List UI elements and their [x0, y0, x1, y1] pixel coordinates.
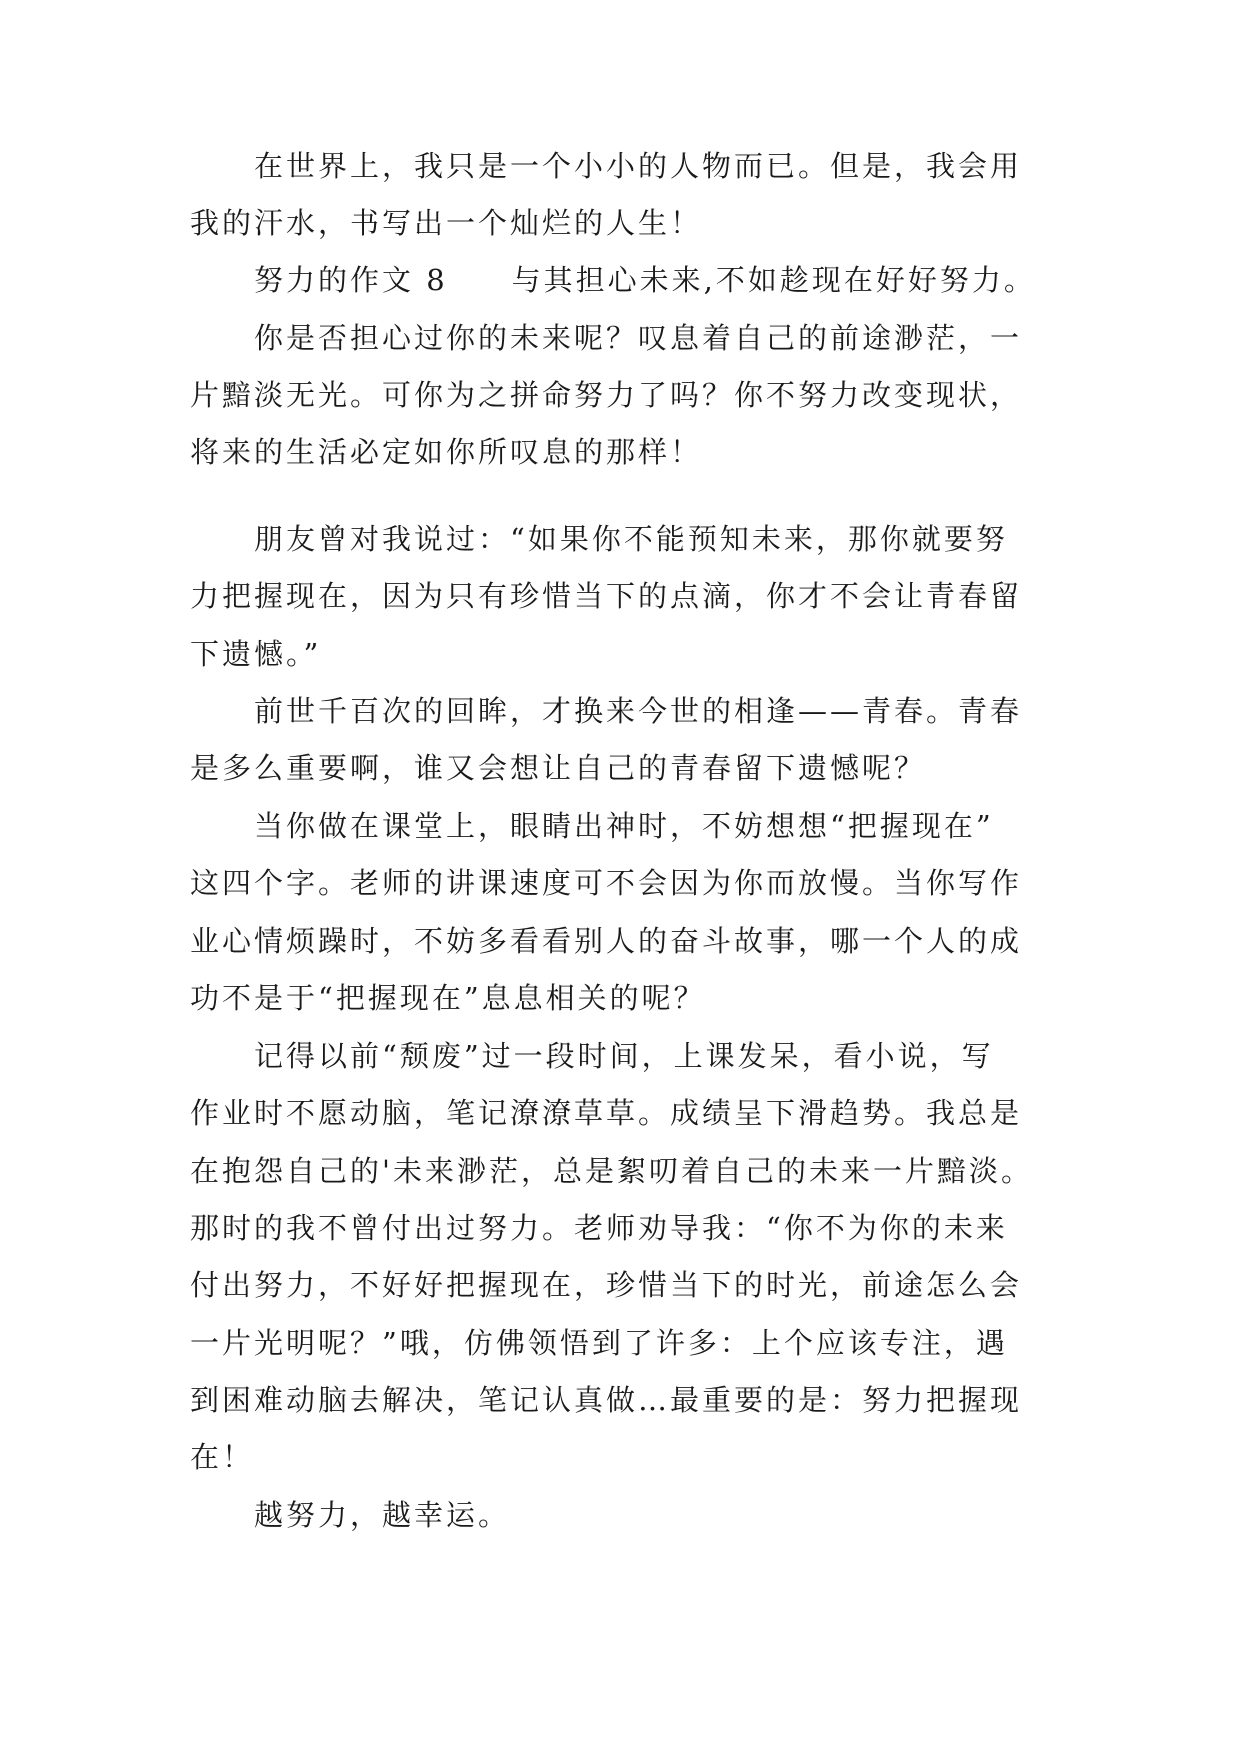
paragraph-line: 一片光明呢？”哦，仿佛领悟到了许多：上个应该专注，遇 — [190, 1326, 1008, 1360]
paragraph-line: 是多么重要啊，谁又会想让自己的青春留下遗憾呢？ — [190, 751, 927, 785]
essay-subtitle: 与其担心未来,不如趁现在好好努力。 — [511, 263, 1036, 297]
paragraph-line: 那时的我不曾付出过努力。老师劝导我：“你不为你的未来 — [190, 1211, 1008, 1245]
paragraph-line: 这四个字。老师的讲课速度可不会因为你而放慢。当你写作 — [190, 866, 1023, 900]
paragraph-line: 业心情烦躁时，不妨多看看别人的奋斗故事，哪一个人的成 — [190, 924, 1023, 958]
paragraph-line: 付出努力，不好好把握现在，珍惜当下的时光，前途怎么会 — [190, 1268, 1023, 1302]
paragraph-line: 在！ — [190, 1440, 255, 1474]
paragraph-line: 下遗憾。” — [190, 637, 322, 671]
paragraph-line: 在抱怨自己的'未来渺茫，总是絮叨着自己的未来一片黯淡。 — [190, 1154, 1033, 1188]
paragraph-line: 我的汗水，书写出一个灿烂的人生！ — [190, 206, 703, 240]
paragraph-line: 越努力，越幸运。 — [254, 1498, 511, 1532]
paragraph-line: 将来的生活必定如你所叹息的那样！ — [190, 435, 703, 469]
paragraph-line: 片黯淡无光。可你为之拼命努力了吗？你不努力改变现状， — [190, 378, 1023, 412]
paragraph-line: 功不是于“把握现在”息息相关的呢？ — [190, 981, 706, 1015]
paragraph-line: 到困难动脑去解决，笔记认真做…最重要的是：努力把握现 — [190, 1383, 1023, 1417]
paragraph-line: 当你做在课堂上，眼睛出神时，不妨想想“把握现在” — [254, 809, 994, 843]
paragraph-line: 作业时不愿动脑，笔记潦潦草草。成绩呈下滑趋势。我总是 — [190, 1096, 1023, 1130]
paragraph-line: 朋友曾对我说过：“如果你不能预知未来，那你就要努 — [254, 522, 1008, 556]
paragraph-line: 你是否担心过你的未来呢？叹息着自己的前途渺茫，一 — [254, 321, 1023, 355]
essay-heading: 努力的作文 8 — [254, 263, 448, 297]
paragraph-line: 记得以前“颓废”过一段时间，上课发呆，看小说，写 — [254, 1039, 994, 1073]
essay-heading-line — [254, 260, 1036, 300]
paragraph-line: 前世千百次的回眸，才换来今世的相逢——青春。青春 — [254, 694, 1023, 728]
paragraph-line: 在世界上，我只是一个小小的人物而已。但是，我会用 — [254, 149, 1023, 183]
paragraph-line: 力把握现在，因为只有珍惜当下的点滴，你才不会让青春留 — [190, 579, 1023, 613]
